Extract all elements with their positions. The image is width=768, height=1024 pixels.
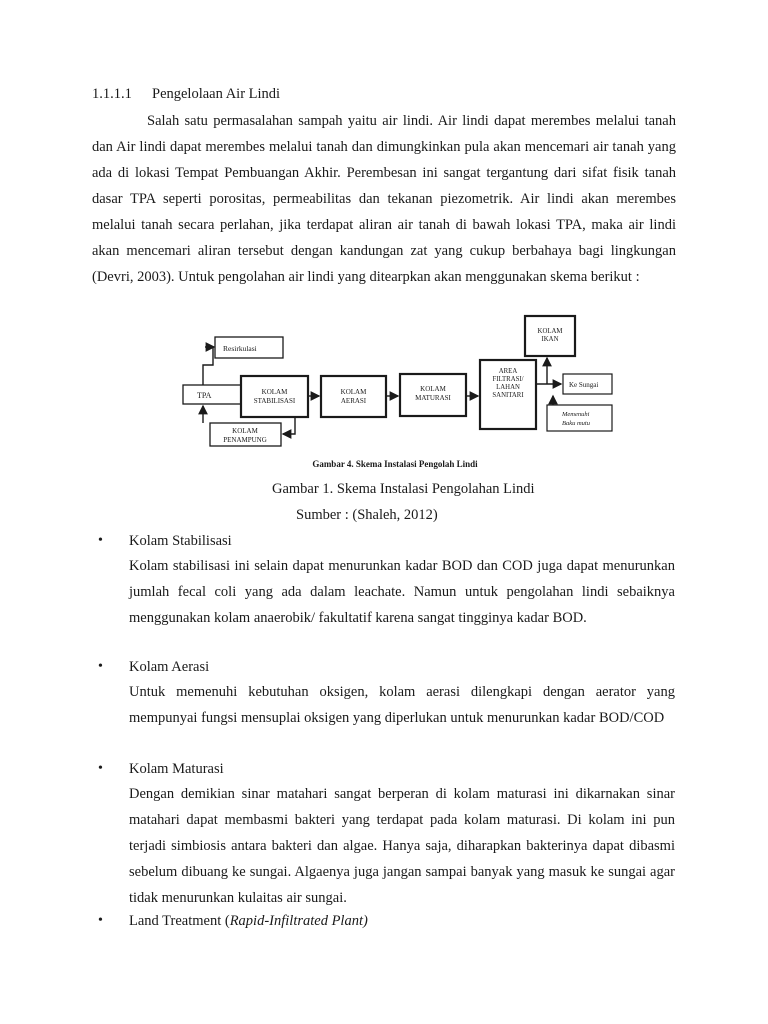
- bullet-dot: •: [98, 533, 103, 548]
- kolam-maturasi-label-2: MATURASI: [415, 394, 451, 402]
- kolam-ikan-label-1: KOLAM: [537, 328, 563, 335]
- tpa-box: [183, 385, 241, 404]
- bullet-title-prefix: Land Treatment (: [129, 913, 230, 929]
- bullet-title: Kolam Stabilisasi: [129, 533, 232, 549]
- ke-sungai-label: Ke Sungai: [569, 381, 599, 389]
- area-filtrasi-label-2: FILTRASI/: [492, 376, 524, 383]
- area-filtrasi-label-4: SANITARI: [492, 392, 524, 399]
- process-diagram: [175, 310, 615, 475]
- bullet-title: Kolam Maturasi: [129, 761, 224, 777]
- kolam-maturasi-label-1: KOLAM: [420, 385, 446, 393]
- figure-source: Sumber : (Shaleh, 2012): [296, 507, 438, 523]
- area-filtrasi-label-1: AREA: [498, 368, 518, 375]
- arrow-stabilisasi-penampung: [283, 417, 295, 434]
- kolam-stabilisasi-label-1: KOLAM: [261, 388, 288, 396]
- arrow-tpa-resirkulasi: [203, 347, 213, 385]
- intro-paragraph: Salah satu permasalahan sampah yaitu air lindi. Air lindi dapat merembes melalui tanah dan Air lindi dapat merembes melalui tanah dan dimungkinkan pula akan mencemari air tanah yang ada di lokasi Tempat Pembuangan Akhir. Perembesan ini sangat tergantung dari sifat fisik tanah dasar TPA seperti porositas, permeabilitas dan tekanan piezometrik. Air lindi akan merembes melalui tanah secara perlahan, jika terdapat aliran air tanah di bawah lokasi TPA, maka air lindi akan mencemari aliran tersebut dengan kandungan zat yang cukup berbahaya bagi lingkungan (Devri, 2003). Untuk pengolahan air lindi yang ditearpkan akan menggunakan skema berikut :: [92, 113, 676, 285]
- section-title: Pengelolaan Air Lindi: [152, 86, 281, 102]
- tpa-label: TPA: [197, 391, 212, 400]
- bullet-dot: •: [98, 913, 103, 928]
- kolam-aerasi-label-2: AERASI: [340, 397, 367, 405]
- baku-mutu-label-2: Baku mutu: [562, 420, 590, 427]
- bullet-body-kolam-aerasi: Untuk memenuhi kebutuhan oksigen, kolam aerasi dilengkapi dengan aerator yang mempunyai fungsi mensuplai oksigen yang diperlukan untuk menurunkan kadar BOD/COD: [129, 684, 675, 726]
- resirkulasi-label: Resirkulasi: [223, 344, 257, 353]
- baku-mutu-label-1: Memenuhi: [562, 411, 590, 418]
- kolam-aerasi-label-1: KOLAM: [340, 388, 367, 396]
- bullet-title-italic: Rapid-Infiltrated Plant): [229, 913, 368, 929]
- bullet-title: [129, 913, 368, 930]
- bullet-body-kolam-stabilisasi: Kolam stabilisasi ini selain dapat menurunkan kadar BOD dan COD juga dapat menurunkan jumlah fecal coli yang ada dalam leachate. Namun untuk pengolahan lindi sebaiknya menggunakan kolam anaerobik/ fakultatif karena sangat tingginya kadar BOD.: [129, 558, 675, 626]
- bullet-title: Kolam Aerasi: [129, 659, 210, 675]
- bullet-body-kolam-maturasi: Dengan demikian sinar matahari sangat berperan di kolam maturasi ini dikarnakan sinar matahari dapat membasmi bakteri yang terdapat pada kolam maturasi. Di kolam ini pun terjadi simbiosis antara bakteri dan algae. Hanya saja, diharapkan bakterinya dapat dibasmi sebelum dibuang ke sungai. Algaenya juga jangan sampai banyak yang masuk ke sungai agar tidak menurunkan kulaitas air sungai.: [129, 786, 675, 906]
- baku-mutu-box: [547, 405, 612, 431]
- section-heading: [92, 86, 280, 103]
- kolam-stabilisasi-label-2: STABILISASI: [253, 397, 296, 405]
- bullet-dot: •: [98, 659, 103, 674]
- kolam-penampung-label-1: KOLAM: [232, 427, 258, 435]
- area-filtrasi-label-3: LAHAN: [496, 384, 520, 391]
- section-number: 1.1.1.1: [92, 86, 132, 102]
- bullet-dot: •: [98, 761, 103, 776]
- diagram-inner-caption: Gambar 4. Skema Instalasi Pengolah Lindi: [312, 459, 478, 469]
- kolam-penampung-label-2: PENAMPUNG: [223, 436, 267, 444]
- figure-caption: Gambar 1. Skema Instalasi Pengolahan Lindi: [272, 481, 535, 497]
- kolam-ikan-label-2: IKAN: [541, 336, 559, 343]
